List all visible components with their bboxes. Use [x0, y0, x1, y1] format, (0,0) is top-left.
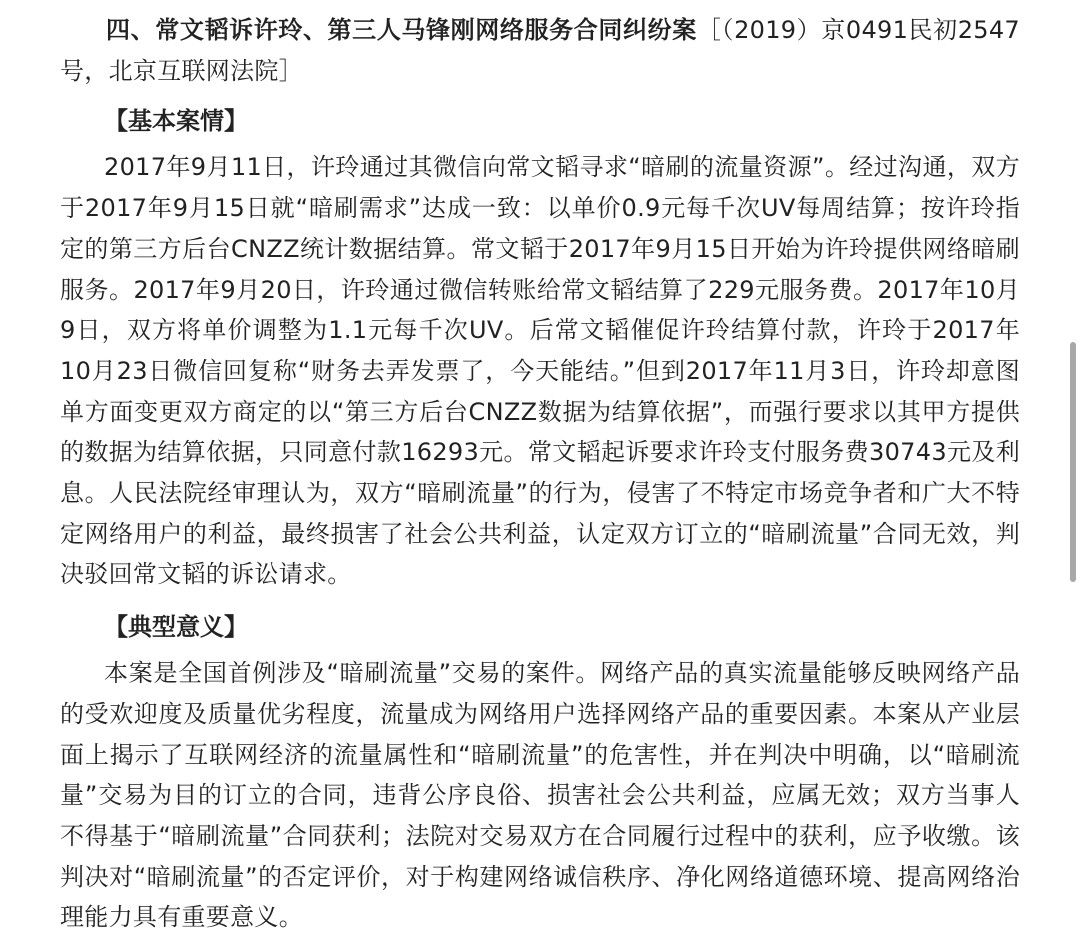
section-label-significance: 【典型意义】: [104, 613, 248, 642]
case-title-bold: 四、常文韬诉许玲、第三人马锋刚网络服务合同纠纷案: [106, 16, 697, 44]
article-body: [60, 10, 1020, 938]
section-text-significance: 本案是全国首例涉及“暗刷流量”交易的案件。网络产品的真实流量能够反映网络产品的受欢迎度及质量优劣程度，流量成为网络用户选择网络产品的重要因素。本案从产业层面上揭示了互联网经济的流量属性和“暗刷流量”的危害性，并在判决中明确，以“暗刷流量”交易为目的订立的合同，违背公序良俗、损害社会公共利益，应属无效；双方当事人不得基于“暗刷流量”合同获利；法院对交易双方在合同履行过程中的获利，应予收缴。该判决对“暗刷流量”的否定评价，对于构建网络诚信秩序、净化网络道德环境、提高网络治理能力具有重要意义。: [60, 659, 1020, 932]
case-title: [60, 10, 1020, 91]
section-text-basic-facts: 2017年9月11日，许玲通过其微信向常文韬寻求“暗刷的流量资源”。经过沟通，双方于2017年9月15日就“暗刷需求”达成一致：以单价0.9元每千次UV每周结算；按许玲指定的第三方后台CNZZ统计数据结算。常文韬于2017年9月15日开始为许玲提供网络暗刷服务。2017年9月20日，许玲通过微信转账给常文韬结算了229元服务费。2017年10月9日，双方将单价调整为1.1元每千次UV。后常文韬催促许玲结算付款，许玲于2017年10月23日微信回复称“财务去弄发票了，今天能结。”但到2017年11月3日，许玲却意图单方面变更双方商定的以“第三方后台CNZZ数据为结算依据”，而强行要求以其甲方提供的数据为结算依据，只同意付款16293元。常文韬起诉要求许玲支付服务费30743元及利息。人民法院经审理认为，双方“暗刷流量”的行为，侵害了不特定市场竞争者和广大不特定网络用户的利益，最终损害了社会公共利益，认定双方订立的“暗刷流量”合同无效，判决驳回常文韬的诉讼请求。: [60, 153, 1020, 589]
case-reference: ［（2019）京0491民初2547号，北京互联网法院］: [60, 16, 1021, 85]
section-label-basic-facts: 【基本案情】: [104, 107, 248, 136]
scrollbar-thumb[interactable]: [1070, 342, 1076, 582]
